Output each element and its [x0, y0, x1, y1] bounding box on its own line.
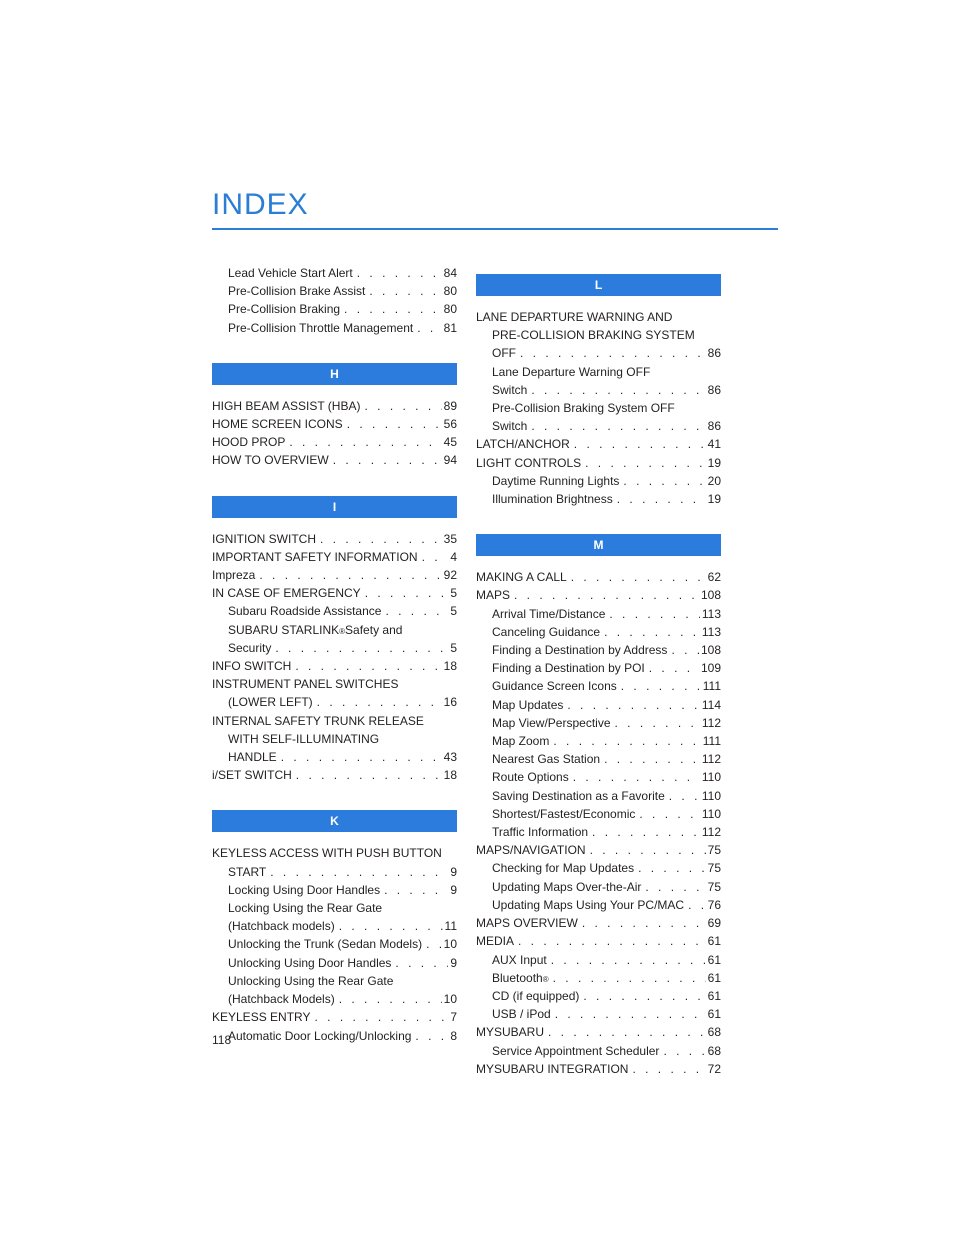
index-entry: [212, 954, 457, 972]
index-entry: [212, 264, 457, 282]
entry-page-number: 111: [702, 734, 721, 749]
entry-text: Finding a Destination by Address: [492, 643, 668, 658]
index-entry: [212, 300, 457, 318]
dot-leader: [417, 319, 441, 337]
entry-page-number: 61: [707, 988, 721, 1003]
entry-text: Guidance Screen Icons: [492, 679, 617, 694]
dot-leader: [609, 605, 699, 623]
index-entry: [476, 714, 721, 732]
dot-leader: [422, 548, 449, 566]
dot-leader: [615, 714, 700, 732]
entry-text: HOME SCREEN ICONS: [212, 417, 343, 432]
entry-page-number: 10: [443, 992, 457, 1007]
dot-leader: [365, 584, 449, 602]
entry-text: KEYLESS ENTRY: [212, 1010, 311, 1025]
index-entry: [212, 863, 457, 881]
section-header-m: M: [476, 534, 721, 556]
entry-text: Daytime Running Lights: [492, 473, 620, 488]
index-entry: [212, 584, 457, 602]
index-entry: [476, 841, 721, 859]
title-rule: [212, 228, 778, 230]
section-header-i: I: [212, 496, 457, 518]
index-entry-line: [212, 675, 457, 693]
entry-page-number: 75: [707, 879, 721, 894]
entry-page-number: 113: [701, 624, 721, 639]
entry-page-number: 75: [707, 861, 721, 876]
entry-text: Switch: [492, 419, 528, 434]
index-entry: [476, 951, 721, 969]
index-entry: [476, 732, 721, 750]
entry-text: KEYLESS ACCESS WITH PUSH BUTTON: [212, 846, 442, 861]
entry-text: Lead Vehicle Start Alert: [228, 266, 353, 280]
entry-page-number: 9: [450, 882, 457, 897]
index-entry: [212, 657, 457, 675]
entry-page-number: 4: [450, 549, 457, 564]
page-number: 118: [212, 1033, 232, 1047]
dot-leader: [621, 677, 701, 695]
index-entry-line: [476, 399, 721, 417]
index-entry: [212, 693, 457, 711]
entry-page-number: 89: [443, 398, 457, 413]
dot-leader: [623, 472, 705, 490]
entry-text: LIGHT CONTROLS: [476, 455, 582, 470]
dot-leader: [555, 1005, 706, 1023]
entry-text: (LOWER LEFT): [228, 695, 313, 710]
dot-leader: [514, 586, 699, 604]
entry-text: PRE-COLLISION BRAKING SYSTEM: [492, 328, 695, 343]
index-entry: [476, 768, 721, 786]
index-entry: [476, 859, 721, 877]
entry-text: Pre-Collision Throttle Management: [228, 320, 414, 335]
entry-text: Security: [228, 640, 272, 655]
dot-leader: [669, 787, 700, 805]
entry-page-number: 112: [701, 715, 721, 730]
entry-page-number: 56: [443, 417, 457, 432]
dot-leader: [604, 750, 700, 768]
index-entry: [476, 914, 721, 932]
index-entry: [212, 881, 457, 899]
index-entry-line: [476, 308, 721, 326]
index-entry: [212, 282, 457, 300]
entry-page-number: 76: [707, 897, 721, 912]
dot-leader: [518, 932, 706, 950]
entry-page-number: 61: [707, 952, 721, 967]
entry-text: INSTRUMENT PANEL SWITCHES: [212, 677, 399, 692]
page-title: INDEX: [212, 188, 309, 221]
entry-page-number: 81: [443, 320, 457, 335]
dot-leader: [415, 1027, 448, 1045]
entry-text: (Hatchback models): [228, 919, 335, 934]
entry-text: Unlocking the Trunk (Sedan Models): [228, 937, 423, 952]
index-entry: [476, 472, 721, 490]
entry-page-number: 9: [450, 955, 457, 970]
entry-text: IMPORTANT SAFETY INFORMATION: [212, 549, 418, 564]
entry-text: LATCH/ANCHOR: [476, 437, 570, 452]
entry-page-number: 61: [707, 934, 721, 949]
index-entry: [476, 1060, 721, 1078]
entry-page-number: 45: [443, 435, 457, 450]
index-entry: [476, 987, 721, 1005]
dot-leader: [574, 435, 706, 453]
dot-leader: [671, 641, 699, 659]
entry-page-number: 113: [701, 606, 721, 621]
entry-page-number: 19: [707, 492, 721, 507]
entry-text: INFO SWITCH: [212, 659, 292, 674]
entry-page-number: 61: [707, 1007, 721, 1022]
index-entry: [212, 397, 457, 415]
entry-text: CD (if equipped): [492, 988, 580, 1003]
dot-leader: [645, 878, 705, 896]
entry-page-number: 10: [443, 937, 457, 952]
entry-page-number: 5: [450, 604, 457, 619]
entry-page-number: 94: [443, 453, 457, 468]
dot-leader: [520, 344, 706, 362]
dot-leader: [585, 454, 706, 472]
index-entry: [212, 639, 457, 657]
entry-text: START: [228, 864, 267, 879]
dot-leader: [281, 748, 442, 766]
index-entry: [212, 1008, 457, 1026]
entry-page-number: 84: [443, 266, 457, 280]
index-entry: [212, 766, 457, 784]
entry-page-number: 112: [701, 825, 721, 840]
index-entry: [212, 602, 457, 620]
index-entry: [476, 454, 721, 472]
entry-text: Checking for Map Updates: [492, 861, 635, 876]
entry-page-number: 68: [707, 1043, 721, 1058]
entry-text: LANE DEPARTURE WARNING AND: [476, 310, 673, 324]
index-entry: [212, 990, 457, 1008]
entry-text: MEDIA: [476, 934, 515, 949]
dot-leader: [314, 1008, 448, 1026]
index-entry: [476, 1005, 721, 1023]
entry-page-number: 68: [707, 1025, 721, 1040]
dot-leader: [259, 566, 441, 584]
entry-text: Nearest Gas Station: [492, 752, 601, 767]
entry-page-number: 41: [707, 437, 721, 452]
index-entry: [476, 490, 721, 508]
entry-page-number: 75: [707, 843, 721, 858]
dot-leader: [649, 659, 699, 677]
entry-text: IN CASE OF EMERGENCY: [212, 586, 361, 601]
index-entry: [476, 823, 721, 841]
entry-text: HOOD PROP: [212, 435, 286, 450]
entry-page-number: 35: [443, 531, 457, 546]
entry-page-number: 112: [701, 752, 721, 767]
entry-text: MYSUBARU: [476, 1025, 545, 1040]
entry-page-number: 43: [443, 750, 457, 765]
entry-text: Switch: [492, 382, 528, 397]
dot-leader: [333, 451, 442, 469]
entry-text: Unlocking Using Door Handles: [228, 955, 392, 970]
entry-text: AUX Input: [492, 952, 547, 967]
entry-page-number: 7: [450, 1010, 457, 1025]
entry-text: (Hatchback Models): [228, 992, 335, 1007]
dot-leader: [395, 954, 448, 972]
entry-text: Locking Using Door Handles: [228, 882, 381, 897]
dot-leader: [320, 530, 442, 548]
index-entry: [212, 319, 457, 337]
entry-page-number: 86: [707, 419, 721, 434]
dot-leader: [344, 300, 442, 318]
entry-text: WITH SELF-ILLUMINATING: [228, 731, 380, 746]
entry-text: Canceling Guidance: [492, 624, 601, 639]
dot-leader: [617, 490, 706, 508]
index-entry: [476, 605, 721, 623]
entry-page-number: 92: [443, 568, 457, 583]
index-entry: [212, 451, 457, 469]
dot-leader: [347, 415, 442, 433]
index-entry: [476, 1042, 721, 1060]
index-entry-line: [212, 899, 457, 917]
entry-text: Map View/Perspective: [492, 715, 611, 730]
entry-text: Impreza: [212, 568, 256, 583]
entry-text: INTERNAL SAFETY TRUNK RELEASE: [212, 713, 424, 728]
entry-text: Finding a Destination by POI: [492, 661, 645, 676]
dot-leader: [531, 381, 705, 399]
entry-text: Pre-Collision Braking System OFF: [492, 401, 675, 416]
entry-page-number: 108: [700, 588, 721, 603]
entry-page-number: 5: [450, 640, 457, 655]
entry-text: OFF: [492, 346, 516, 361]
section-header-h: H: [212, 363, 457, 385]
entry-text: Unlocking Using the Rear Gate: [228, 973, 394, 988]
entry-text: Locking Using the Rear Gate: [228, 901, 383, 916]
entry-text: Shortest/Fastest/Economic: [492, 806, 636, 821]
entry-text: MAPS OVERVIEW: [476, 916, 578, 931]
dot-leader: [571, 568, 706, 586]
index-entry: [476, 896, 721, 914]
dot-leader: [688, 896, 706, 914]
entry-page-number: 62: [707, 570, 721, 585]
index-entry-line: [476, 363, 721, 381]
entry-text: Illumination Brightness: [492, 492, 613, 507]
entry-page-number: 80: [443, 302, 457, 317]
dot-leader: [289, 433, 441, 451]
dot-leader: [339, 990, 442, 1008]
dot-leader: [369, 282, 441, 300]
entry-page-number: 86: [707, 382, 721, 397]
dot-leader: [295, 657, 441, 675]
index-entry: [476, 1023, 721, 1041]
entry-text: Saving Destination as a Favorite: [492, 788, 665, 803]
index-entry: [476, 344, 721, 362]
entry-page-number: 9: [450, 864, 457, 879]
index-column-right: [476, 274, 721, 1078]
entry-page-number: 11: [444, 919, 457, 934]
index-entry-line: [212, 712, 457, 730]
index-entry: [476, 696, 721, 714]
dot-leader: [553, 732, 700, 750]
entry-text: i/SET SWITCH: [212, 768, 292, 783]
entry-text-continued: Safety and: [345, 622, 403, 637]
dot-leader: [592, 823, 700, 841]
dot-leader: [364, 397, 441, 415]
index-entry: [476, 381, 721, 399]
entry-page-number: 114: [701, 697, 721, 712]
index-entry: [212, 415, 457, 433]
dot-leader: [663, 1042, 705, 1060]
dot-leader: [551, 951, 706, 969]
dot-leader: [583, 987, 705, 1005]
entry-page-number: 19: [707, 455, 721, 470]
index-entry: [476, 750, 721, 768]
entry-text: IGNITION SWITCH: [212, 531, 316, 546]
index-entry: [476, 878, 721, 896]
dot-leader: [385, 602, 448, 620]
index-entry: [212, 530, 457, 548]
index-entry: [212, 748, 457, 766]
entry-page-number: 80: [443, 284, 457, 299]
entry-page-number: 108: [700, 643, 721, 658]
index-entry: [476, 805, 721, 823]
entry-page-number: 110: [701, 806, 721, 821]
entry-text: Route Options: [492, 770, 569, 785]
index-entry: [212, 548, 457, 566]
index-entry: [212, 935, 457, 953]
index-entry: [476, 623, 721, 641]
index-entry-line: [476, 326, 721, 344]
entry-page-number: 20: [707, 473, 721, 488]
entry-text: MAKING A CALL: [476, 570, 567, 585]
entry-text: MAPS: [476, 588, 511, 603]
entry-page-number: 18: [443, 659, 457, 674]
entry-text: HANDLE: [228, 750, 277, 765]
dot-leader: [567, 696, 699, 714]
entry-page-number: 5: [450, 586, 457, 601]
dot-leader: [339, 917, 443, 935]
entry-text: Lane Departure Warning OFF: [492, 364, 651, 379]
dot-leader: [531, 417, 705, 435]
entry-text: HIGH BEAM ASSIST (HBA): [212, 398, 361, 413]
entry-text: Map Updates: [492, 697, 564, 712]
entry-page-number: 61: [707, 970, 721, 985]
index-entry: [212, 1027, 457, 1045]
dot-leader: [270, 863, 448, 881]
index-entry-line: [212, 730, 457, 748]
entry-text: Automatic Door Locking/Unlocking: [228, 1028, 412, 1043]
index-entry: [476, 417, 721, 435]
dot-leader: [632, 1060, 705, 1078]
dot-leader: [604, 623, 700, 641]
index-entry: [476, 435, 721, 453]
entry-page-number: 69: [707, 916, 721, 931]
section-header-l: L: [476, 274, 721, 296]
dot-leader: [638, 859, 706, 877]
index-entry: [476, 586, 721, 604]
dot-leader: [553, 969, 706, 987]
dot-leader: [426, 935, 442, 953]
entry-page-number: 109: [700, 661, 721, 676]
entry-page-number: 18: [443, 768, 457, 783]
index-entry: [212, 566, 457, 584]
dot-leader: [275, 639, 448, 657]
index-entry: [212, 917, 457, 935]
entry-page-number: 86: [707, 346, 721, 361]
index-entry-line: [212, 844, 457, 862]
index-entry: [476, 677, 721, 695]
entry-text: Traffic Information: [492, 825, 589, 840]
entry-text: Subaru Roadside Assistance: [228, 604, 382, 619]
section-header-k: K: [212, 810, 457, 832]
dot-leader: [639, 805, 699, 823]
entry-text: Map Zoom: [492, 734, 550, 749]
entry-page-number: 110: [701, 770, 721, 785]
entry-text: Pre-Collision Brake Assist: [228, 284, 366, 299]
entry-page-number: 110: [701, 788, 721, 803]
dot-leader: [384, 881, 448, 899]
index-entry: Bluetooth ® . . . 61: [476, 969, 721, 987]
entry-page-number: 16: [443, 695, 457, 710]
entry-text: Updating Maps Over-the-Air: [492, 879, 642, 894]
index-entry: [476, 932, 721, 950]
entry-text: Service Appointment Scheduler: [492, 1043, 660, 1058]
index-entry: [476, 641, 721, 659]
index-column-left: [212, 264, 457, 1045]
entry-text: Pre-Collision Braking: [228, 302, 341, 317]
index-entry: [476, 787, 721, 805]
entry-text: USB / iPod: [492, 1007, 551, 1022]
index-entry: [476, 659, 721, 677]
entry-page-number: 72: [707, 1061, 721, 1076]
dot-leader: [317, 693, 442, 711]
entry-text: Bluetooth: [492, 970, 543, 985]
index-entry-line: [212, 972, 457, 990]
entry-text: Updating Maps Using Your PC/MAC: [492, 897, 685, 912]
dot-leader: [548, 1023, 706, 1041]
dot-leader: [573, 768, 700, 786]
dot-leader: [590, 841, 706, 859]
dot-leader: [296, 766, 442, 784]
dot-leader: [357, 264, 442, 282]
index-entry-line: SUBARU STARLINK ® Safety and: [212, 621, 457, 639]
dot-leader: [582, 914, 706, 932]
entry-text: Arrival Time/Distance: [492, 606, 606, 621]
index-entry: [212, 433, 457, 451]
entry-text: HOW TO OVERVIEW: [212, 453, 329, 468]
entry-page-number: 8: [450, 1028, 457, 1043]
entry-text: SUBARU STARLINK: [228, 622, 340, 637]
entry-page-number: 111: [702, 679, 721, 694]
entry-text: MAPS/NAVIGATION: [476, 843, 586, 858]
index-entry: [476, 568, 721, 586]
entry-text: MYSUBARU INTEGRATION: [476, 1061, 629, 1076]
